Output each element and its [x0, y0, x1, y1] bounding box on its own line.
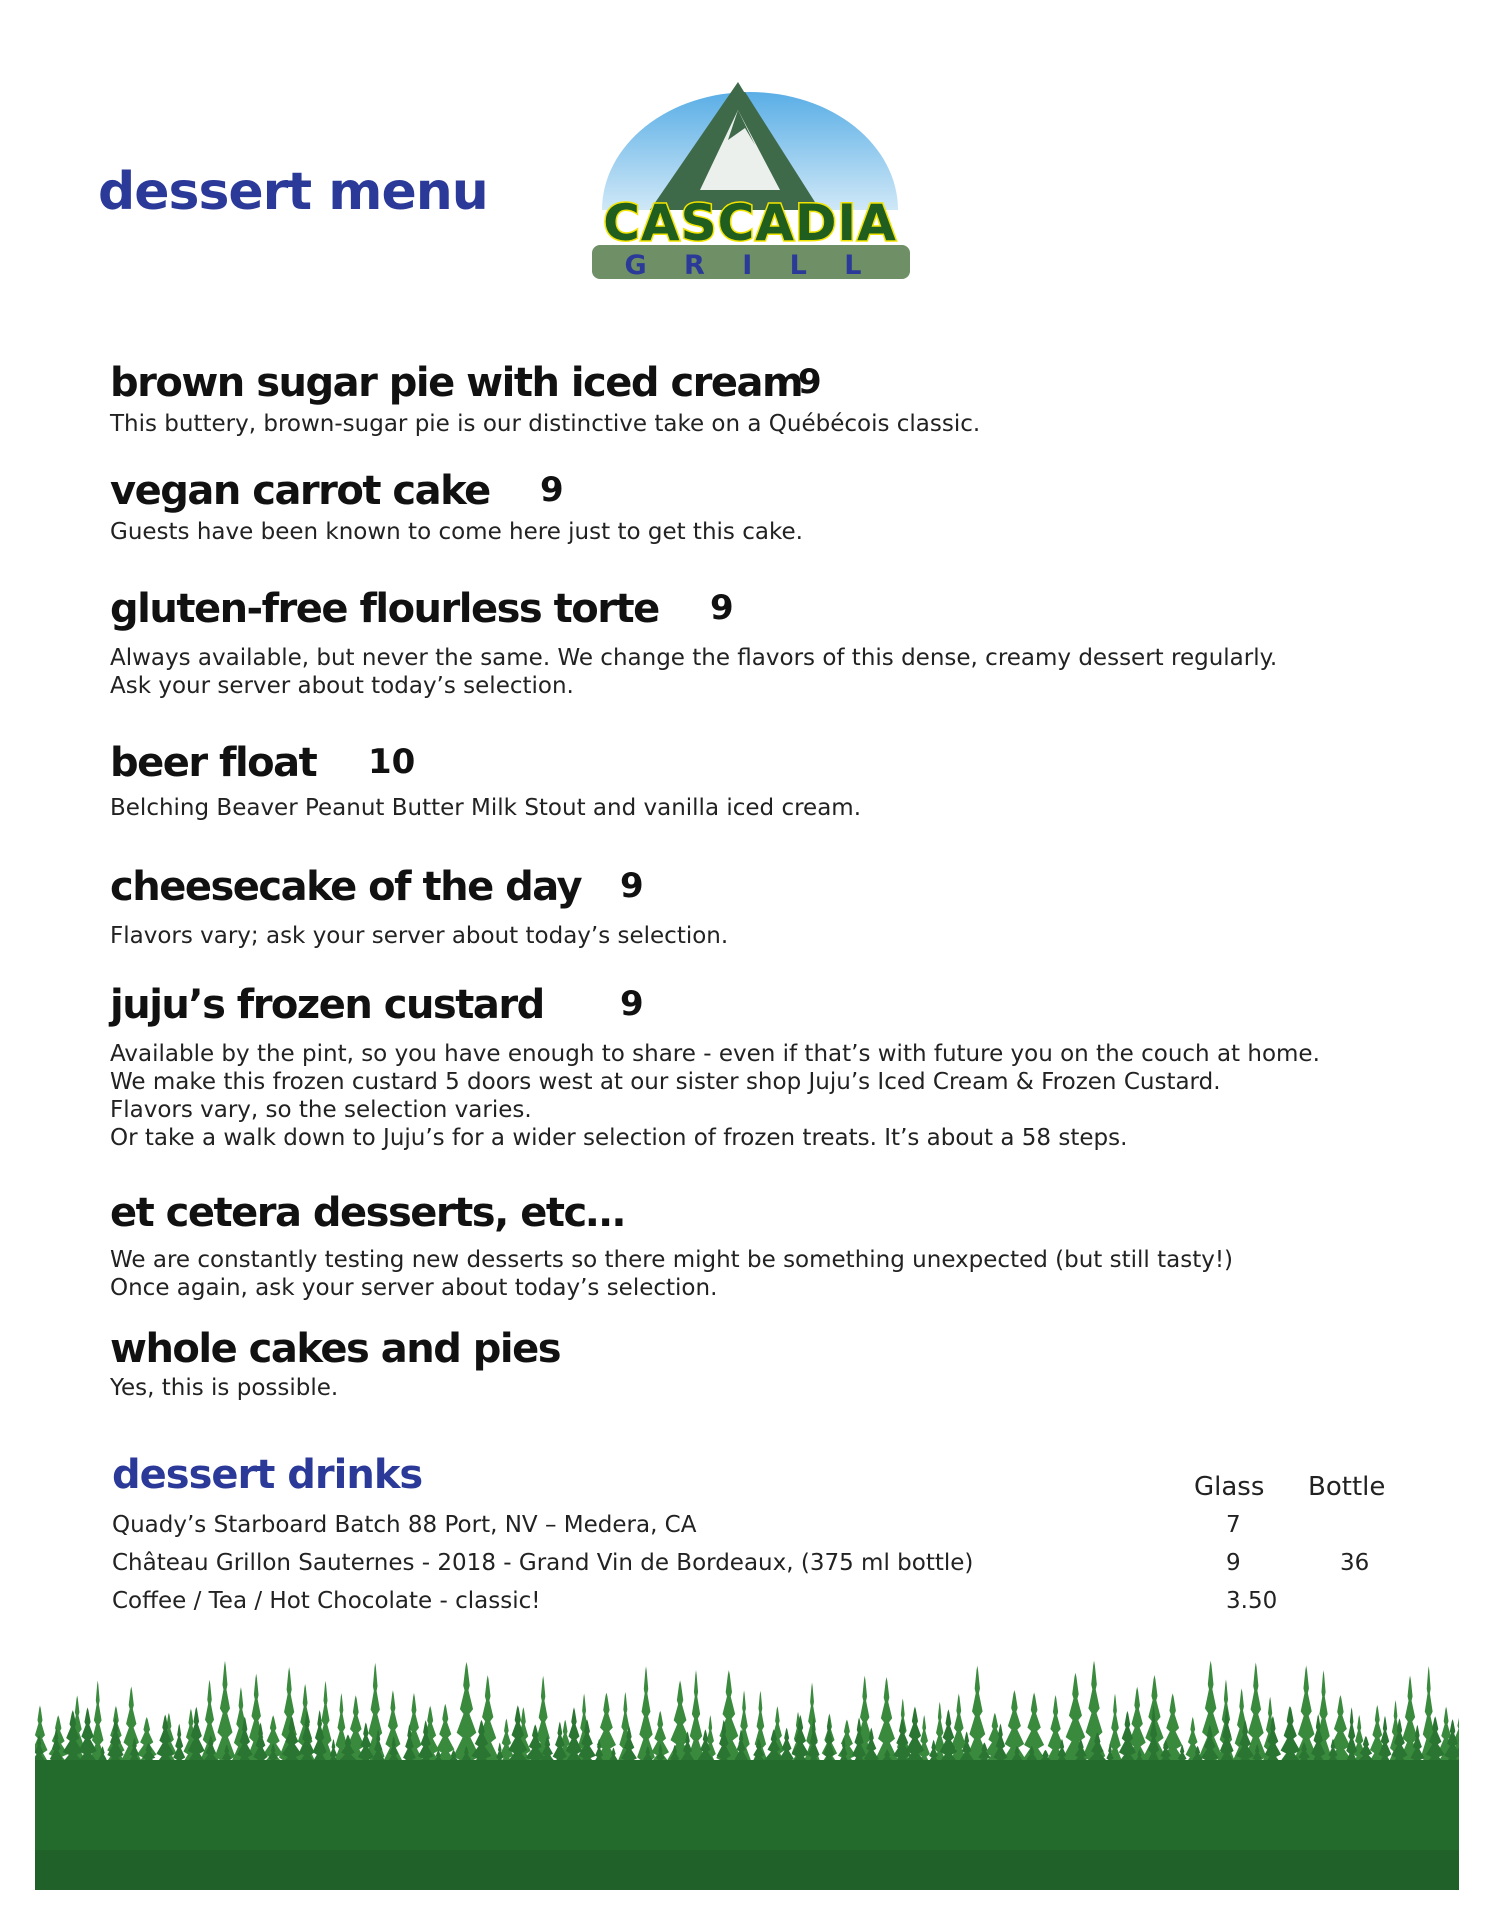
menu-item: [110, 1190, 1350, 1302]
description-line: This buttery, brown-sugar pie is our distinctive take on a Québécois classic.: [110, 411, 981, 437]
menu-item: [110, 360, 1350, 438]
drink-name: Coffee / Tea / Hot Chocolate - classic!: [112, 1588, 541, 1614]
cascadia-grill-logo: [580, 80, 920, 290]
item-description: [110, 1246, 1350, 1302]
menu-item: [110, 864, 1350, 950]
item-description: [110, 644, 1350, 700]
drink-name: Quady’s Starboard Batch 88 Port, NV – Medera, CA: [112, 1512, 697, 1538]
drink-row: [112, 1550, 1392, 1588]
description-line: We are constantly testing new desserts so there might be something unexpected (but still tasty!): [110, 1247, 1234, 1273]
item-price: 9: [540, 470, 564, 510]
drink-bottle-price: 36: [1340, 1550, 1370, 1576]
item-price: 9: [710, 588, 734, 628]
drink-glass-price: 9: [1226, 1550, 1241, 1576]
item-description: [110, 410, 1350, 438]
menu-item: [110, 1326, 1350, 1402]
logo-name-text: CASCADIA: [603, 194, 897, 252]
description-line: Or take a walk down to Juju’s for a wider selection of frozen treats. It’s about a 58 steps.: [110, 1125, 1128, 1151]
item-description: [110, 922, 1350, 950]
forest-illustration: [35, 1640, 1459, 1890]
item-price: 10: [368, 742, 416, 782]
item-name: juju’s frozen custard: [110, 982, 544, 1028]
description-line: Guests have been known to come here just to get this cake.: [110, 519, 803, 545]
item-price: 9: [798, 362, 822, 402]
item-price: 9: [620, 866, 644, 906]
description-line: Available by the pint, so you have enough to share - even if that’s with future you on the couch at home.: [110, 1041, 1320, 1067]
item-name: cheesecake of the day: [110, 864, 582, 910]
description-line: Once again, ask your server about today’s selection.: [110, 1275, 718, 1301]
drinks-title: dessert drinks: [112, 1452, 423, 1498]
menu-item: [110, 468, 1350, 546]
column-header-glass: Glass: [1194, 1472, 1265, 1502]
item-name: gluten-free flourless torte: [110, 586, 659, 632]
item-name: whole cakes and pies: [110, 1326, 561, 1372]
drink-row: [112, 1588, 1392, 1626]
item-description: [110, 794, 1350, 822]
menu-title: dessert menu: [98, 162, 488, 222]
drink-name: Château Grillon Sauternes - 2018 - Grand Vin de Bordeaux, (375 ml bottle): [112, 1550, 974, 1576]
item-description: [110, 1374, 1350, 1402]
description-line: Always available, but never the same. We change the flavors of this dense, creamy dessert regularly.: [110, 645, 1278, 671]
description-line: Ask your server about today’s selection.: [110, 673, 574, 699]
column-header-bottle: Bottle: [1308, 1472, 1386, 1502]
drink-glass-price: 3.50: [1226, 1588, 1278, 1614]
drink-row: [112, 1512, 1392, 1550]
description-line: We make this frozen custard 5 doors west at our sister shop Juju’s Iced Cream & Frozen Custard.: [110, 1069, 1221, 1095]
menu-item: [110, 982, 1350, 1152]
description-line: Yes, this is possible.: [110, 1375, 339, 1401]
description-line: Flavors vary, so the selection varies.: [110, 1097, 532, 1123]
item-name: et cetera desserts, etc…: [110, 1190, 625, 1236]
menu-item: [110, 740, 1350, 822]
description-line: Flavors vary; ask your server about today’s selection.: [110, 923, 729, 949]
description-line: Belching Beaver Peanut Butter Milk Stout and vanilla iced cream.: [110, 795, 862, 821]
item-description: [110, 518, 1350, 546]
logo-sub-text: G R I L L: [624, 250, 876, 281]
drink-glass-price: 7: [1226, 1512, 1241, 1538]
item-name: brown sugar pie with iced cream: [110, 360, 803, 406]
item-price: 9: [620, 984, 644, 1024]
item-name: vegan carrot cake: [110, 468, 490, 514]
item-name: beer float: [110, 740, 317, 786]
item-description: [110, 1040, 1350, 1152]
menu-item: [110, 586, 1350, 700]
